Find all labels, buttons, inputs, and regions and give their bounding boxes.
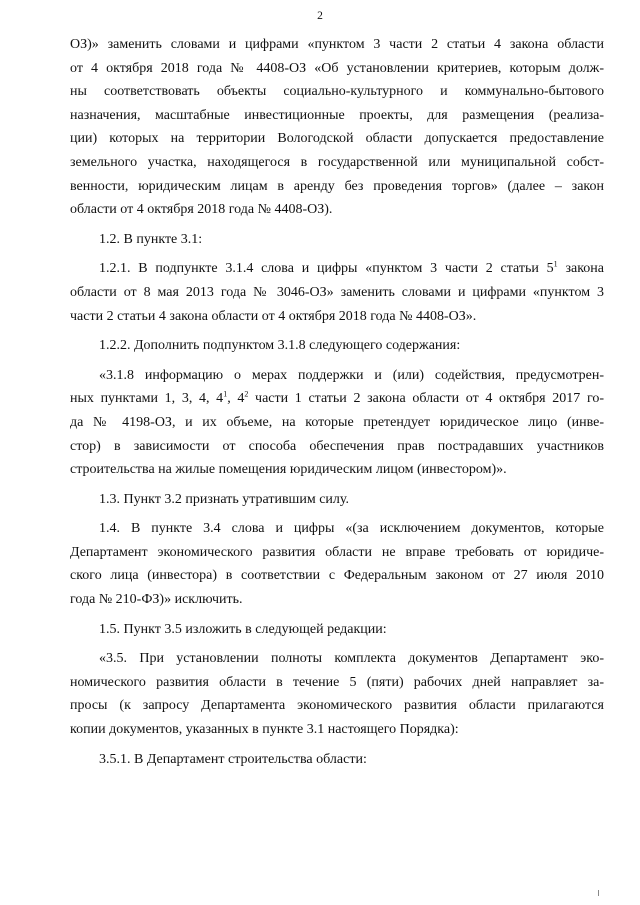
text-line bbox=[70, 387, 604, 411]
document-body bbox=[70, 33, 604, 771]
text-line: «3.1.8 информацию о мерах поддержки и (или) содействия, предусмотрен- bbox=[99, 367, 604, 383]
text-line: 1.3. Пункт 3.2 признать утратившим силу. bbox=[99, 491, 349, 507]
text-fragment: части 1 статьи 2 закона области от 4 октября 2017 го- bbox=[248, 391, 604, 407]
text-line: просы (к запросу Департамента экономического развития области прилагаются bbox=[70, 698, 604, 714]
text-line: да № 4198-ОЗ, и их объеме, на которые претендует юридическое лицо (инве- bbox=[70, 414, 604, 430]
text-line: ского лица (инвестора) в соответствии с Федеральным законом от 27 июля 2010 bbox=[70, 568, 604, 584]
paragraph-3-1-8 bbox=[70, 364, 604, 482]
text-fragment: ных пунктами 1, 3, 4, 4 bbox=[70, 391, 224, 407]
text-line: части 2 статьи 4 закона области от 4 октября 2018 года № 4408-ОЗ». bbox=[70, 308, 477, 324]
text-fragment: , 4 bbox=[227, 391, 245, 407]
text-line: 1.2. В пункте 3.1: bbox=[99, 231, 203, 247]
paragraph-1-2-2 bbox=[70, 334, 604, 358]
text-fragment: 1.2.1. В подпункте 3.1.4 слова и цифры «пунктом 3 части 2 статьи 5 bbox=[99, 261, 554, 277]
text-line bbox=[70, 257, 604, 281]
text-line: 3.5.1. В Департамент строительства области: bbox=[99, 751, 367, 767]
paragraph-1-4 bbox=[70, 517, 604, 611]
text-line: земельного участка, находящегося в государственной или муниципальной собст- bbox=[70, 154, 604, 170]
text-line: номического развития области в течение 5 (пяти) рабочих дней направляет за- bbox=[70, 674, 604, 690]
text-line: ОЗ)» заменить словами и цифрами «пунктом 3 части 2 статьи 4 закона области bbox=[70, 37, 604, 52]
paragraph-1-2 bbox=[70, 228, 604, 252]
text-line: «3.5. При установлении полноты комплекта документов Департамент эко- bbox=[99, 651, 604, 667]
text-fragment: закона bbox=[557, 261, 604, 277]
text-line: ции) которых на территории Вологодской области допускается предоставление bbox=[70, 131, 604, 147]
text-line: строительства на жилые помещения юридическим лицом (инвестором)». bbox=[70, 462, 507, 478]
page-number: 2 bbox=[317, 10, 323, 22]
text-line: назначения, масштабные инвестиционные проекты, для размещения (реализа- bbox=[70, 107, 604, 123]
paragraph-1-3 bbox=[70, 488, 604, 512]
superscript: 1 bbox=[223, 389, 228, 399]
text-line: стор) в зависимости от способа обеспечения прав пострадавших участников bbox=[70, 438, 604, 454]
text-line: области от 4 октября 2018 года № 4408-ОЗ). bbox=[70, 202, 333, 218]
text-line: копии документов, указанных в пункте 3.1 настоящего Порядка): bbox=[70, 722, 459, 738]
text-line: 1.2.2. Дополнить подпунктом 3.1.8 следующего содержания: bbox=[99, 338, 461, 354]
text-line: 1.4. В пункте 3.4 слова и цифры «(за исключением документов, которые bbox=[99, 521, 604, 537]
text-line: Департамент экономического развития области не вправе требовать от юридиче- bbox=[70, 544, 604, 560]
text-line: 1.5. Пункт 3.5 изложить в следующей редакции: bbox=[99, 621, 387, 637]
paragraph-1-5 bbox=[70, 618, 604, 642]
text-line: от 4 октября 2018 года № 4408-ОЗ «Об установлении критериев, которым долж- bbox=[70, 60, 604, 76]
text-line: венности, юридическим лицам в аренду без проведения торгов» (далее – закон bbox=[70, 178, 604, 194]
text-line: области от 8 мая 2013 года № 3046-ОЗ» заменить словами и цифрами «пунктом 3 bbox=[70, 284, 604, 300]
superscript: 1 bbox=[553, 259, 558, 269]
text-line: ны соответствовать объекты социально-культурного и коммунально-бытового bbox=[70, 84, 604, 100]
paragraph-3-5 bbox=[70, 647, 604, 741]
paragraph-3-5-1 bbox=[70, 748, 604, 772]
text-line: года № 210-ФЗ)» исключить. bbox=[70, 592, 243, 608]
paragraph-1-2-1 bbox=[70, 257, 604, 328]
superscript: 2 bbox=[244, 389, 249, 399]
paragraph-continuation bbox=[70, 33, 604, 222]
scan-artifact bbox=[598, 890, 599, 896]
